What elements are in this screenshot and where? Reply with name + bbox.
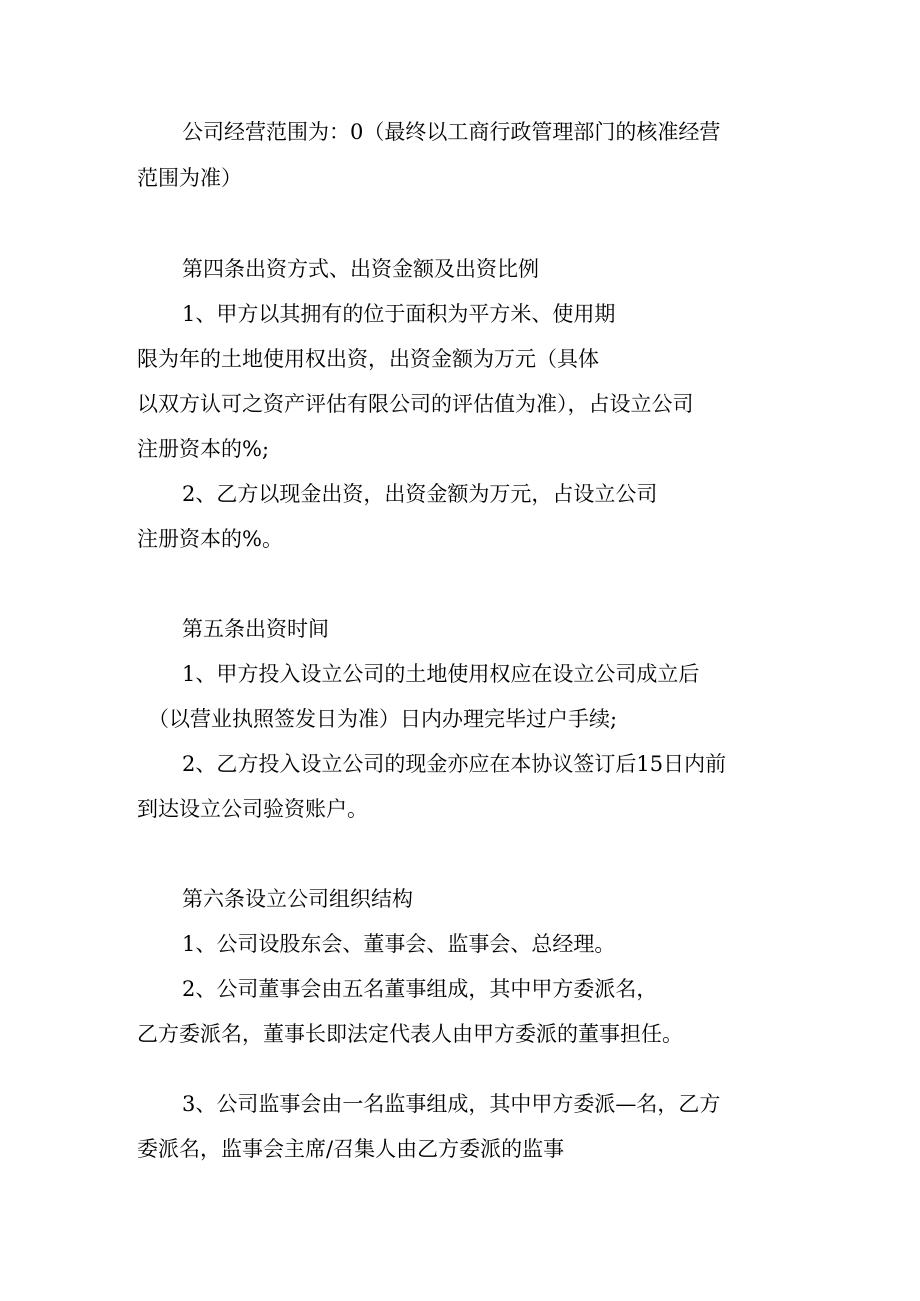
paragraph-line: 2、公司董事会由五名董事组成，其中甲方委派名，: [182, 977, 658, 1001]
paragraph-line: 乙方委派名，董事长即法定代表人由甲方委派的董事担任。: [137, 1022, 683, 1046]
paragraph-line: 到达设立公司验资账户。: [137, 797, 368, 821]
paragraph-line-business-scope-cont: 范围为准）: [137, 166, 242, 190]
paragraph-line: 1、公司设股东会、董事会、监事会、总经理。: [182, 932, 616, 956]
section-heading-article-5: 第五条出资时间: [182, 617, 329, 641]
paragraph-line: 1、甲方以其拥有的位于面积为平方米、使用期: [182, 302, 616, 326]
paragraph-line: 委派名，监事会主席/召集人由乙方委派的监事: [137, 1137, 565, 1161]
paragraph-line: 2、乙方以现金出资，出资金额为万元，占设立公司: [182, 482, 658, 506]
paragraph-line: 注册资本的%。: [137, 527, 283, 551]
paragraph-line: 以双方认可之资产评估有限公司的评估值为准），占设立公司: [137, 392, 694, 416]
paragraph-line: 1、甲方投入设立公司的土地使用权应在设立公司成立后: [182, 662, 700, 686]
paragraph-line: 3、公司监事会由一名监事组成，其中甲方委派—名，乙方: [182, 1092, 721, 1116]
section-heading-article-6: 第六条设立公司组织结构: [182, 887, 413, 911]
paragraph-line-business-scope: 公司经营范围为：0（最终以工商行政管理部门的核准经营: [182, 120, 721, 144]
paragraph-line: （以营业执照签发日为准）日内办理完毕过户手续;: [148, 707, 618, 731]
paragraph-line: 2、乙方投入设立公司的现金亦应在本协议签订后15日内前: [182, 752, 727, 776]
section-heading-article-4: 第四条出资方式、出资金额及出资比例: [182, 257, 539, 281]
paragraph-line: 注册资本的%;: [137, 437, 270, 461]
paragraph-line: 限为年的土地使用权出资，出资金额为万元（具体: [137, 347, 599, 371]
